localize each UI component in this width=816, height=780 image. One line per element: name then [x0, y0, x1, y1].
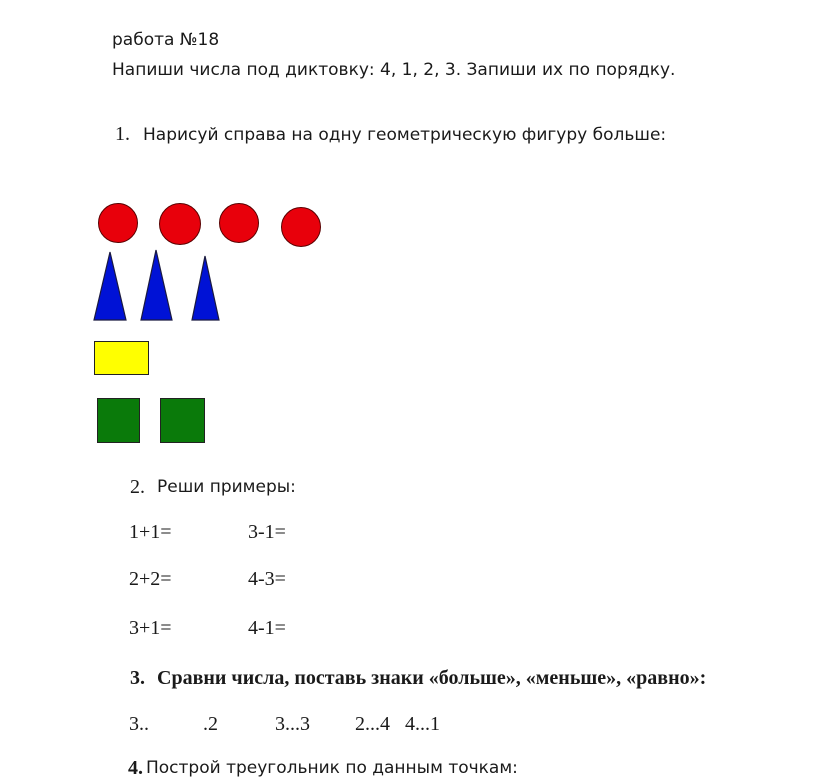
task4-text: Построй треугольник по данным точкам: — [146, 758, 518, 778]
task1-number: 1. — [115, 123, 130, 145]
work-title: работа №18 — [112, 30, 220, 50]
task3-text: Сравни числа, поставь знаки «больше», «меньше», «равно»: — [157, 667, 707, 689]
compare-item: .2 — [203, 713, 218, 735]
task3-number: 3. — [130, 667, 145, 689]
example-left: 1+1= — [129, 521, 172, 543]
compare-item: 2...4 — [355, 713, 390, 735]
task2-number: 2. — [130, 476, 145, 498]
compare-item: 3...3 — [275, 713, 310, 735]
compare-item: 4...1 — [405, 713, 440, 735]
blue-triangle — [92, 250, 128, 322]
red-circle — [98, 203, 138, 243]
blue-triangle — [190, 254, 222, 322]
example-right: 3-1= — [248, 521, 286, 543]
task2-text: Реши примеры: — [157, 477, 296, 497]
task1-text: Нарисуй справа на одну геометрическую фигуру больше: — [143, 125, 667, 145]
yellow-rectangle — [94, 341, 149, 375]
example-left: 2+2= — [129, 568, 172, 590]
example-right: 4-3= — [248, 568, 286, 590]
dictation-instruction: Напиши числа под диктовку: 4, 1, 2, 3. Запиши их по порядку. — [112, 60, 676, 80]
example-left: 3+1= — [129, 617, 172, 639]
task4-number: 4. — [128, 757, 143, 779]
example-right: 4-1= — [248, 617, 286, 639]
green-square — [160, 398, 205, 443]
red-circle — [219, 203, 259, 243]
red-circle — [281, 207, 321, 247]
red-circle — [159, 203, 201, 245]
green-square — [97, 398, 140, 443]
compare-item: 3.. — [129, 713, 149, 735]
blue-triangle — [139, 248, 175, 322]
